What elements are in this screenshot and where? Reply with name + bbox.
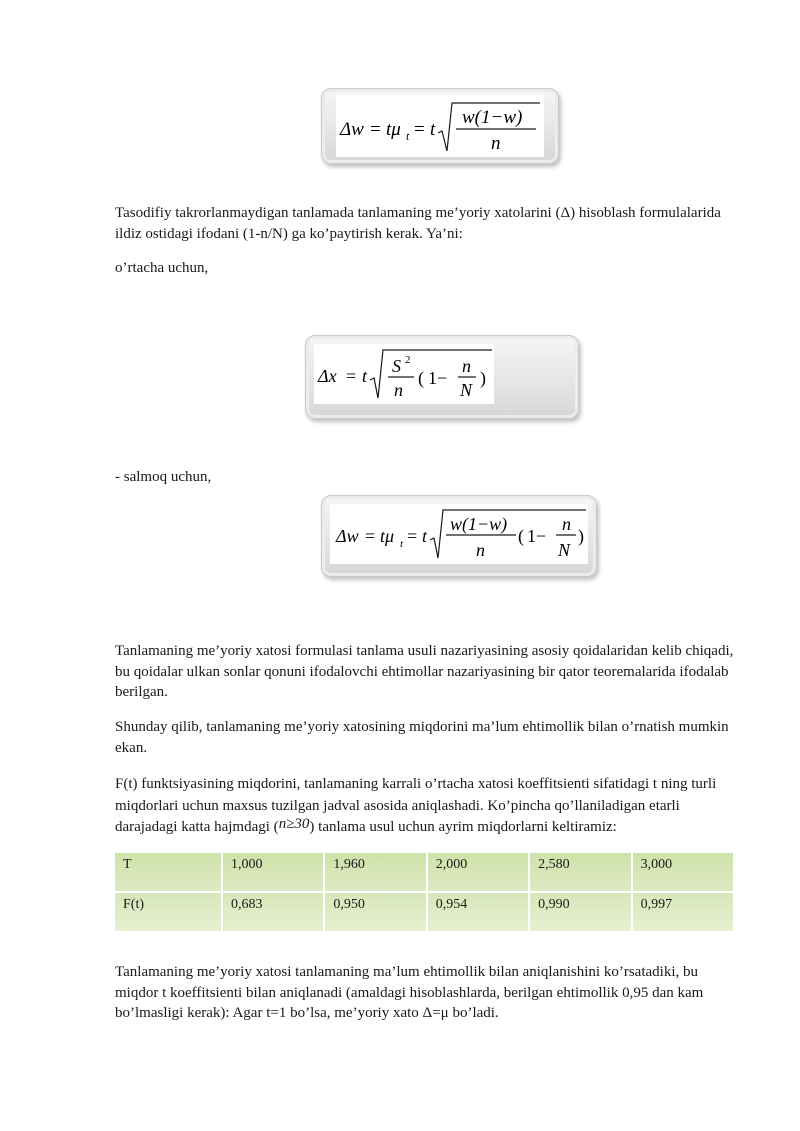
formula-2 — [314, 344, 494, 404]
paragraph-3: - salmoq uchun, — [115, 469, 212, 485]
formula-2-svg — [314, 344, 494, 404]
formula-3-open: ( — [518, 526, 524, 546]
ft-table — [115, 853, 735, 933]
table-cell: 0,683 — [223, 893, 325, 933]
formula-2-lhs: Δx — [318, 366, 337, 386]
formula-1-eq1: = — [370, 119, 381, 140]
formula-2-oneminus: 1− — [428, 368, 448, 388]
formula-2-fracden: N — [460, 380, 473, 400]
formula-box-1 — [321, 88, 559, 164]
formula-1-svg — [336, 95, 544, 157]
formula-1-t: t — [430, 119, 436, 140]
formula-2-num: S — [392, 356, 401, 376]
formula-3-eq1: = — [365, 526, 376, 546]
formula-2-t: t — [362, 366, 368, 386]
table-cell: 0,950 — [325, 893, 427, 933]
formula-box-3 — [321, 495, 597, 577]
formula-1-den: n — [491, 133, 501, 154]
formula-2-fracnum: n — [462, 356, 471, 376]
formula-3-tsub: t — [400, 538, 404, 550]
formula-1-num: w(1−w) — [462, 107, 523, 128]
table-cell: T — [115, 853, 223, 893]
table-cell: 1,960 — [325, 853, 427, 893]
formula-3-lhs: Δw — [336, 526, 359, 546]
table-cell: 2,580 — [530, 853, 632, 893]
formula-3-num: w(1−w) — [450, 514, 508, 534]
formula-3-t: t — [422, 526, 428, 546]
formula-3-fracden: N — [558, 540, 571, 560]
formula-3-svg — [330, 504, 588, 564]
formula-3 — [330, 504, 588, 564]
formula-3-den: n — [476, 540, 485, 560]
table-row-ft — [115, 893, 735, 933]
formula-1-tsub: t — [406, 129, 410, 143]
table-row-t — [115, 853, 735, 893]
formula-3-close: ) — [578, 526, 584, 546]
formula-3-oneminus: 1− — [527, 526, 547, 546]
paragraph-4: Tanlamaning me’yoriy xatosi formulasi tanlama usuli nazariyasining asosiy qoidalaridan kelib chiqadi, bu qoidalar ulkan sonlar qonuni ifodalovchi ehtimollar nazariyasining bir qator teoremalarida ifodalab berilgan. — [115, 643, 734, 700]
table-cell: 0,954 — [428, 893, 530, 933]
formula-3-tmu: tμ — [380, 526, 395, 546]
table-cell: 2,000 — [428, 853, 530, 893]
paragraph-2: o’rtacha uchun, — [115, 260, 209, 276]
formula-2-den: n — [394, 380, 403, 400]
paragraph-7: Tanlamaning me’yoriy xatosi tanlamaning ma’lum ehtimollik bilan aniqlanishini ko’rsatadiki, bu miqdor t koeffitsienti bilan aniqlanadi (amaldagi hisoblashlarda, berilgan ehtimollik 0,95 dan kam bo’lmasligi kerak): Agar t=1 bo’lsa, me’yoriy xato Δ=μ bo’ladi. — [115, 964, 704, 1021]
inline-formula-n: n≥30 — [278, 816, 310, 832]
paragraph-1: Tasodifiy takrorlanmaydigan tanlamada tanlamaning me’yoriy xatolarini (Δ) hisoblash formulalarida ildiz ostidagi ifodani (1-n/N) ga ko’paytirish kerak. Ya’ni: — [115, 205, 721, 242]
formula-2-sup: 2 — [405, 354, 411, 366]
formula-2-close: ) — [480, 368, 486, 388]
formula-1-eq2: = — [414, 119, 425, 140]
formula-box-2 — [305, 335, 579, 419]
formula-1 — [336, 95, 544, 157]
table-cell: 0,990 — [530, 893, 632, 933]
formula-2-open: ( — [418, 368, 424, 388]
formula-2-eq: = — [346, 366, 357, 386]
formula-1-tmu: tμ — [386, 119, 401, 140]
paragraph-6-text-b: ) tanlama usul uchun ayrim miqdorlarni keltiramiz: — [309, 819, 617, 835]
paragraph-5: Shunday qilib, tanlamaning me’yoriy xatosining miqdorini ma’lum ehtimollik bilan o’rnatish mumkin ekan. — [115, 719, 729, 756]
paragraph-6 — [115, 774, 745, 839]
table-cell: 3,000 — [633, 853, 735, 893]
paragraph-6-text-a: F(t) funktsiyasining miqdorini, tanlamaning karrali o’rtacha xatosi koeffitsienti sifatidagi t ning turli miqdorlari uchun maxsus tuzilgan jadval asosida aniqlashadi. Ko’pincha qo’llaniladigan etarli darajadagi katta hajmdagi ( — [115, 776, 717, 835]
table-cell: 0,997 — [633, 893, 735, 933]
table-cell: F(t) — [115, 893, 223, 933]
formula-3-fracnum: n — [562, 514, 571, 534]
formula-3-eq2: = — [407, 526, 418, 546]
table-cell: 1,000 — [223, 853, 325, 893]
formula-1-lhs: Δw — [340, 119, 364, 140]
